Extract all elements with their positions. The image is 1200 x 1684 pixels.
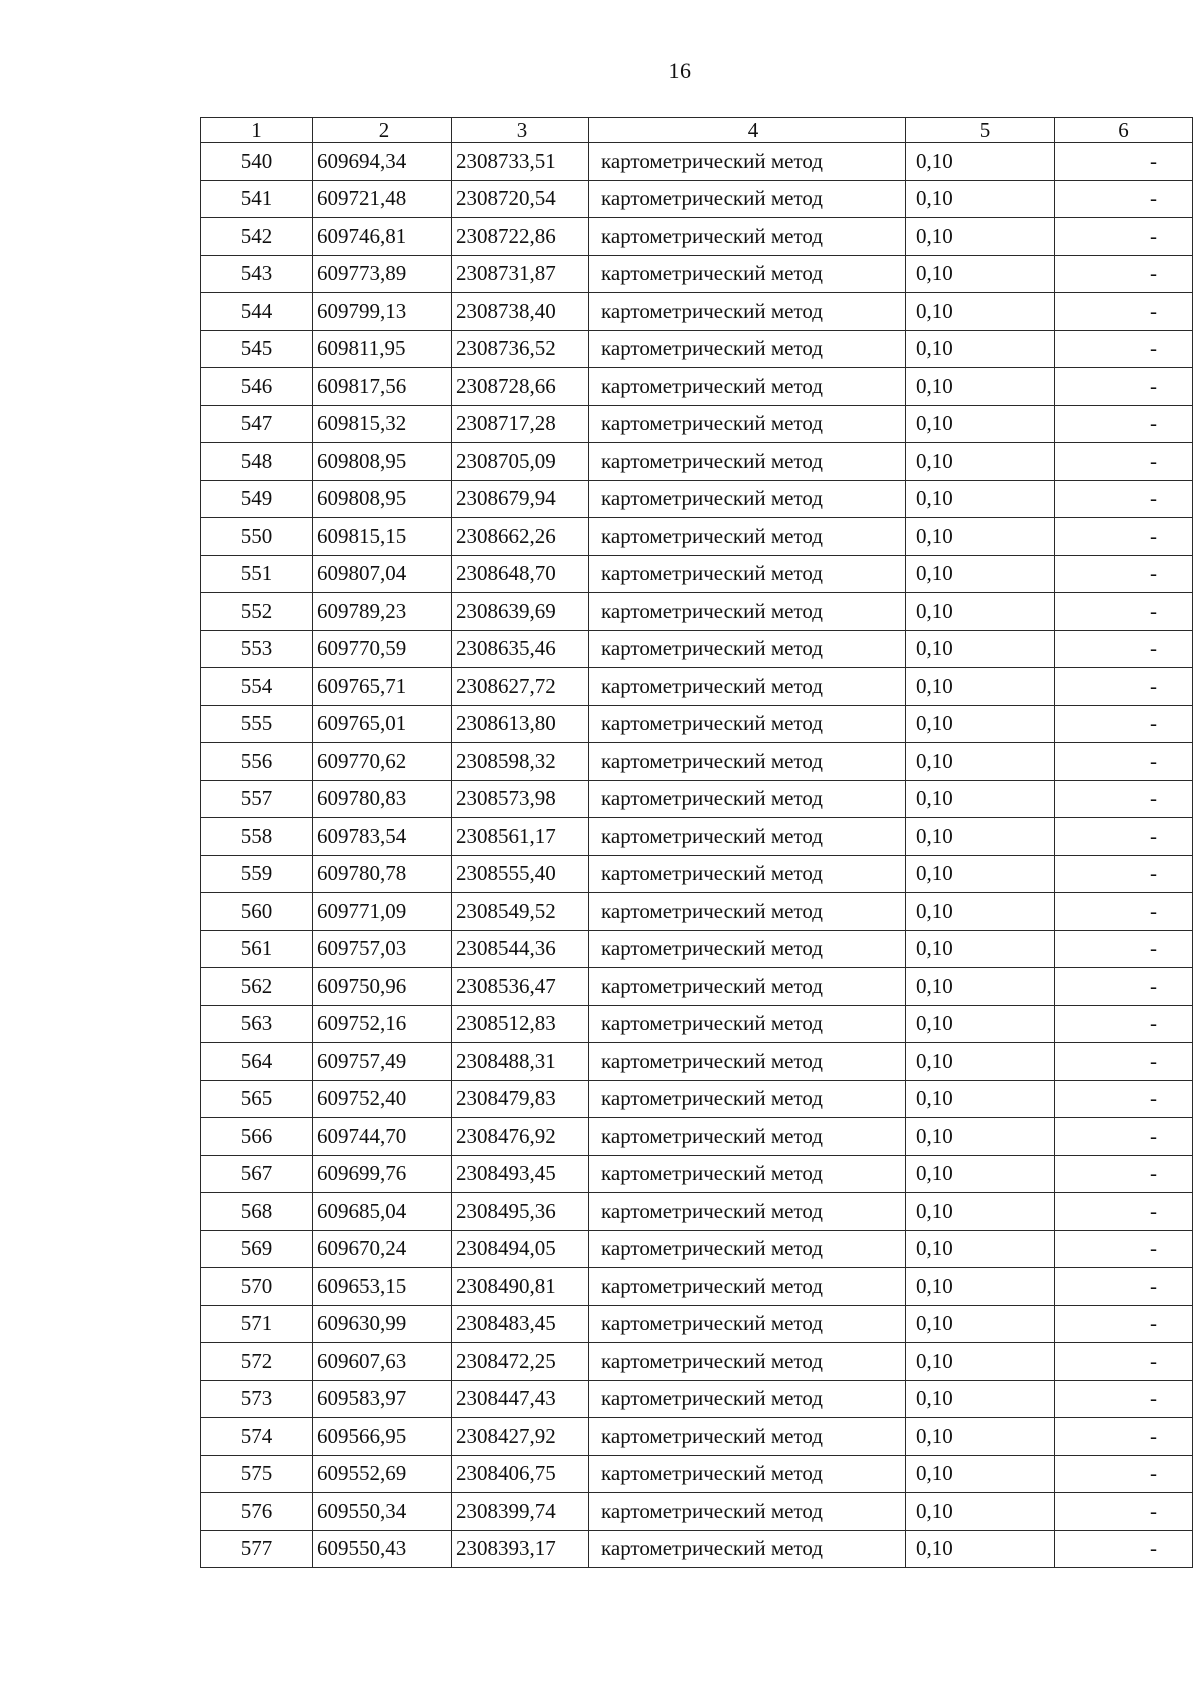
point-number-cell: 577 (201, 1530, 313, 1568)
accuracy-cell: 0,10 (906, 1193, 1055, 1231)
method-cell: картометрический метод (589, 1418, 906, 1456)
point-number-cell: 541 (201, 180, 313, 218)
table-row (201, 480, 1193, 518)
method-cell: картометрический метод (589, 1343, 906, 1381)
extra-cell: - (1055, 855, 1193, 893)
point-number-cell: 548 (201, 443, 313, 481)
table-row (201, 1418, 1193, 1456)
extra-cell: - (1055, 555, 1193, 593)
point-number-cell: 557 (201, 780, 313, 818)
accuracy-cell: 0,10 (906, 593, 1055, 631)
accuracy-cell: 0,10 (906, 555, 1055, 593)
method-cell: картометрический метод (589, 405, 906, 443)
method-cell: картометрический метод (589, 1230, 906, 1268)
x-coordinate-cell: 609808,95 (313, 480, 452, 518)
table-row (201, 218, 1193, 256)
method-cell: картометрический метод (589, 518, 906, 556)
extra-cell: - (1055, 968, 1193, 1006)
point-number-cell: 565 (201, 1080, 313, 1118)
table-row (201, 1268, 1193, 1306)
extra-cell: - (1055, 893, 1193, 931)
table-row (201, 518, 1193, 556)
extra-cell: - (1055, 1455, 1193, 1493)
point-number-cell: 553 (201, 630, 313, 668)
accuracy-cell: 0,10 (906, 968, 1055, 1006)
method-cell: картометрический метод (589, 1155, 906, 1193)
point-number-cell: 568 (201, 1193, 313, 1231)
accuracy-cell: 0,10 (906, 930, 1055, 968)
y-coordinate-cell: 2308555,40 (452, 855, 589, 893)
y-coordinate-cell: 2308393,17 (452, 1530, 589, 1568)
method-cell: картометрический метод (589, 668, 906, 706)
extra-cell: - (1055, 1380, 1193, 1418)
y-coordinate-cell: 2308627,72 (452, 668, 589, 706)
method-cell: картометрический метод (589, 818, 906, 856)
method-cell: картометрический метод (589, 1118, 906, 1156)
point-number-cell: 546 (201, 368, 313, 406)
page-number: 16 (668, 58, 692, 83)
table-row (201, 555, 1193, 593)
x-coordinate-cell: 609699,76 (313, 1155, 452, 1193)
table-row (201, 743, 1193, 781)
extra-cell: - (1055, 818, 1193, 856)
method-cell: картометрический метод (589, 368, 906, 406)
x-coordinate-cell: 609780,83 (313, 780, 452, 818)
accuracy-cell: 0,10 (906, 705, 1055, 743)
point-number-cell: 564 (201, 1043, 313, 1081)
point-number-cell: 575 (201, 1455, 313, 1493)
method-cell: картометрический метод (589, 855, 906, 893)
table-row (201, 368, 1193, 406)
method-cell: картометрический метод (589, 1080, 906, 1118)
method-cell: картометрический метод (589, 593, 906, 631)
y-coordinate-cell: 2308731,87 (452, 255, 589, 293)
table-row (201, 630, 1193, 668)
x-coordinate-cell: 609744,70 (313, 1118, 452, 1156)
extra-cell: - (1055, 405, 1193, 443)
extra-cell: - (1055, 1005, 1193, 1043)
point-number-cell: 540 (201, 143, 313, 181)
table-row (201, 1193, 1193, 1231)
extra-cell: - (1055, 1418, 1193, 1456)
x-coordinate-cell: 609811,95 (313, 330, 452, 368)
accuracy-cell: 0,10 (906, 1418, 1055, 1456)
point-number-cell: 576 (201, 1493, 313, 1531)
x-coordinate-cell: 609550,43 (313, 1530, 452, 1568)
method-cell: картометрический метод (589, 555, 906, 593)
method-cell: картометрический метод (589, 293, 906, 331)
coordinates-table (200, 117, 1193, 1568)
point-number-cell: 555 (201, 705, 313, 743)
method-cell: картометрический метод (589, 480, 906, 518)
method-cell: картометрический метод (589, 893, 906, 931)
x-coordinate-cell: 609770,59 (313, 630, 452, 668)
extra-cell: - (1055, 480, 1193, 518)
y-coordinate-cell: 2308544,36 (452, 930, 589, 968)
accuracy-cell: 0,10 (906, 1343, 1055, 1381)
method-cell: картометрический метод (589, 630, 906, 668)
point-number-cell: 570 (201, 1268, 313, 1306)
accuracy-cell: 0,10 (906, 1230, 1055, 1268)
extra-cell: - (1055, 368, 1193, 406)
column-header: 5 (906, 118, 1055, 143)
point-number-cell: 550 (201, 518, 313, 556)
accuracy-cell: 0,10 (906, 405, 1055, 443)
table-row (201, 1043, 1193, 1081)
y-coordinate-cell: 2308488,31 (452, 1043, 589, 1081)
column-header: 1 (201, 118, 313, 143)
table-row (201, 668, 1193, 706)
point-number-cell: 542 (201, 218, 313, 256)
point-number-cell: 566 (201, 1118, 313, 1156)
method-cell: картометрический метод (589, 743, 906, 781)
accuracy-cell: 0,10 (906, 743, 1055, 781)
extra-cell: - (1055, 1193, 1193, 1231)
x-coordinate-cell: 609566,95 (313, 1418, 452, 1456)
column-header: 4 (589, 118, 906, 143)
point-number-cell: 559 (201, 855, 313, 893)
y-coordinate-cell: 2308495,36 (452, 1193, 589, 1231)
point-number-cell: 573 (201, 1380, 313, 1418)
x-coordinate-cell: 609799,13 (313, 293, 452, 331)
x-coordinate-cell: 609583,97 (313, 1380, 452, 1418)
table-row (201, 780, 1193, 818)
table-row (201, 1380, 1193, 1418)
accuracy-cell: 0,10 (906, 893, 1055, 931)
x-coordinate-cell: 609670,24 (313, 1230, 452, 1268)
x-coordinate-cell: 609752,40 (313, 1080, 452, 1118)
y-coordinate-cell: 2308635,46 (452, 630, 589, 668)
extra-cell: - (1055, 1230, 1193, 1268)
table-row (201, 593, 1193, 631)
extra-cell: - (1055, 443, 1193, 481)
extra-cell: - (1055, 255, 1193, 293)
accuracy-cell: 0,10 (906, 218, 1055, 256)
point-number-cell: 560 (201, 893, 313, 931)
point-number-cell: 572 (201, 1343, 313, 1381)
y-coordinate-cell: 2308662,26 (452, 518, 589, 556)
x-coordinate-cell: 609757,03 (313, 930, 452, 968)
accuracy-cell: 0,10 (906, 443, 1055, 481)
x-coordinate-cell: 609771,09 (313, 893, 452, 931)
accuracy-cell: 0,10 (906, 368, 1055, 406)
y-coordinate-cell: 2308427,92 (452, 1418, 589, 1456)
extra-cell: - (1055, 743, 1193, 781)
table-body (201, 143, 1193, 1568)
table-row (201, 1005, 1193, 1043)
table-row (201, 143, 1193, 181)
table-row (201, 968, 1193, 1006)
extra-cell: - (1055, 705, 1193, 743)
table-row (201, 1530, 1193, 1568)
x-coordinate-cell: 609752,16 (313, 1005, 452, 1043)
x-coordinate-cell: 609757,49 (313, 1043, 452, 1081)
extra-cell: - (1055, 1530, 1193, 1568)
y-coordinate-cell: 2308549,52 (452, 893, 589, 931)
accuracy-cell: 0,10 (906, 1380, 1055, 1418)
y-coordinate-cell: 2308728,66 (452, 368, 589, 406)
extra-cell: - (1055, 930, 1193, 968)
extra-cell: - (1055, 1493, 1193, 1531)
method-cell: картометрический метод (589, 705, 906, 743)
table-row (201, 893, 1193, 931)
y-coordinate-cell: 2308717,28 (452, 405, 589, 443)
point-number-cell: 551 (201, 555, 313, 593)
method-cell: картометрический метод (589, 1455, 906, 1493)
accuracy-cell: 0,10 (906, 1493, 1055, 1531)
point-number-cell: 554 (201, 668, 313, 706)
x-coordinate-cell: 609721,48 (313, 180, 452, 218)
x-coordinate-cell: 609607,63 (313, 1343, 452, 1381)
extra-cell: - (1055, 630, 1193, 668)
method-cell: картометрический метод (589, 1268, 906, 1306)
point-number-cell: 544 (201, 293, 313, 331)
x-coordinate-cell: 609552,69 (313, 1455, 452, 1493)
y-coordinate-cell: 2308472,25 (452, 1343, 589, 1381)
method-cell: картометрический метод (589, 330, 906, 368)
point-number-cell: 574 (201, 1418, 313, 1456)
point-number-cell: 563 (201, 1005, 313, 1043)
method-cell: картометрический метод (589, 930, 906, 968)
y-coordinate-cell: 2308479,83 (452, 1080, 589, 1118)
extra-cell: - (1055, 218, 1193, 256)
y-coordinate-cell: 2308493,45 (452, 1155, 589, 1193)
point-number-cell: 545 (201, 330, 313, 368)
extra-cell: - (1055, 1043, 1193, 1081)
table-row (201, 1230, 1193, 1268)
accuracy-cell: 0,10 (906, 143, 1055, 181)
point-number-cell: 558 (201, 818, 313, 856)
accuracy-cell: 0,10 (906, 630, 1055, 668)
y-coordinate-cell: 2308648,70 (452, 555, 589, 593)
table-row (201, 1155, 1193, 1193)
y-coordinate-cell: 2308738,40 (452, 293, 589, 331)
table-row (201, 1455, 1193, 1493)
y-coordinate-cell: 2308536,47 (452, 968, 589, 1006)
y-coordinate-cell: 2308399,74 (452, 1493, 589, 1531)
x-coordinate-cell: 609770,62 (313, 743, 452, 781)
method-cell: картометрический метод (589, 143, 906, 181)
extra-cell: - (1055, 593, 1193, 631)
accuracy-cell: 0,10 (906, 1305, 1055, 1343)
column-header: 3 (452, 118, 589, 143)
extra-cell: - (1055, 1080, 1193, 1118)
method-cell: картометрический метод (589, 443, 906, 481)
method-cell: картометрический метод (589, 255, 906, 293)
x-coordinate-cell: 609815,15 (313, 518, 452, 556)
extra-cell: - (1055, 1118, 1193, 1156)
accuracy-cell: 0,10 (906, 1455, 1055, 1493)
y-coordinate-cell: 2308720,54 (452, 180, 589, 218)
table-header-row (201, 118, 1193, 143)
accuracy-cell: 0,10 (906, 668, 1055, 706)
accuracy-cell: 0,10 (906, 480, 1055, 518)
extra-cell: - (1055, 1155, 1193, 1193)
accuracy-cell: 0,10 (906, 255, 1055, 293)
point-number-cell: 543 (201, 255, 313, 293)
x-coordinate-cell: 609780,78 (313, 855, 452, 893)
y-coordinate-cell: 2308736,52 (452, 330, 589, 368)
table-row (201, 1343, 1193, 1381)
y-coordinate-cell: 2308639,69 (452, 593, 589, 631)
accuracy-cell: 0,10 (906, 1118, 1055, 1156)
x-coordinate-cell: 609685,04 (313, 1193, 452, 1231)
method-cell: картометрический метод (589, 218, 906, 256)
point-number-cell: 562 (201, 968, 313, 1006)
x-coordinate-cell: 609630,99 (313, 1305, 452, 1343)
accuracy-cell: 0,10 (906, 1530, 1055, 1568)
y-coordinate-cell: 2308476,92 (452, 1118, 589, 1156)
point-number-cell: 549 (201, 480, 313, 518)
x-coordinate-cell: 609765,01 (313, 705, 452, 743)
point-number-cell: 561 (201, 930, 313, 968)
y-coordinate-cell: 2308483,45 (452, 1305, 589, 1343)
table-row (201, 818, 1193, 856)
method-cell: картометрический метод (589, 1305, 906, 1343)
point-number-cell: 571 (201, 1305, 313, 1343)
method-cell: картометрический метод (589, 180, 906, 218)
extra-cell: - (1055, 180, 1193, 218)
y-coordinate-cell: 2308406,75 (452, 1455, 589, 1493)
method-cell: картометрический метод (589, 780, 906, 818)
extra-cell: - (1055, 143, 1193, 181)
accuracy-cell: 0,10 (906, 855, 1055, 893)
y-coordinate-cell: 2308613,80 (452, 705, 589, 743)
x-coordinate-cell: 609773,89 (313, 255, 452, 293)
accuracy-cell: 0,10 (906, 293, 1055, 331)
point-number-cell: 567 (201, 1155, 313, 1193)
method-cell: картометрический метод (589, 1493, 906, 1531)
extra-cell: - (1055, 293, 1193, 331)
y-coordinate-cell: 2308494,05 (452, 1230, 589, 1268)
column-header: 6 (1055, 118, 1193, 143)
accuracy-cell: 0,10 (906, 1155, 1055, 1193)
x-coordinate-cell: 609783,54 (313, 818, 452, 856)
y-coordinate-cell: 2308705,09 (452, 443, 589, 481)
x-coordinate-cell: 609815,32 (313, 405, 452, 443)
method-cell: картометрический метод (589, 1193, 906, 1231)
x-coordinate-cell: 609694,34 (313, 143, 452, 181)
point-number-cell: 569 (201, 1230, 313, 1268)
x-coordinate-cell: 609550,34 (313, 1493, 452, 1531)
method-cell: картометрический метод (589, 1380, 906, 1418)
accuracy-cell: 0,10 (906, 818, 1055, 856)
extra-cell: - (1055, 780, 1193, 818)
y-coordinate-cell: 2308733,51 (452, 143, 589, 181)
accuracy-cell: 0,10 (906, 1080, 1055, 1118)
extra-cell: - (1055, 1343, 1193, 1381)
method-cell: картометрический метод (589, 1530, 906, 1568)
accuracy-cell: 0,10 (906, 518, 1055, 556)
method-cell: картометрический метод (589, 1005, 906, 1043)
table-row (201, 1305, 1193, 1343)
point-number-cell: 552 (201, 593, 313, 631)
x-coordinate-cell: 609653,15 (313, 1268, 452, 1306)
extra-cell: - (1055, 1305, 1193, 1343)
method-cell: картометрический метод (589, 968, 906, 1006)
table-row (201, 930, 1193, 968)
point-number-cell: 547 (201, 405, 313, 443)
table-row (201, 255, 1193, 293)
accuracy-cell: 0,10 (906, 1043, 1055, 1081)
extra-cell: - (1055, 330, 1193, 368)
table-row (201, 405, 1193, 443)
extra-cell: - (1055, 518, 1193, 556)
column-header: 2 (313, 118, 452, 143)
accuracy-cell: 0,10 (906, 780, 1055, 818)
x-coordinate-cell: 609765,71 (313, 668, 452, 706)
point-number-cell: 556 (201, 743, 313, 781)
table-row (201, 293, 1193, 331)
x-coordinate-cell: 609817,56 (313, 368, 452, 406)
accuracy-cell: 0,10 (906, 1268, 1055, 1306)
accuracy-cell: 0,10 (906, 1005, 1055, 1043)
table-row (201, 1118, 1193, 1156)
accuracy-cell: 0,10 (906, 330, 1055, 368)
y-coordinate-cell: 2308598,32 (452, 743, 589, 781)
y-coordinate-cell: 2308447,43 (452, 1380, 589, 1418)
extra-cell: - (1055, 1268, 1193, 1306)
table-row (201, 443, 1193, 481)
y-coordinate-cell: 2308573,98 (452, 780, 589, 818)
x-coordinate-cell: 609807,04 (313, 555, 452, 593)
table-row (201, 1493, 1193, 1531)
y-coordinate-cell: 2308722,86 (452, 218, 589, 256)
table-row (201, 1080, 1193, 1118)
accuracy-cell: 0,10 (906, 180, 1055, 218)
table-row (201, 855, 1193, 893)
y-coordinate-cell: 2308679,94 (452, 480, 589, 518)
x-coordinate-cell: 609808,95 (313, 443, 452, 481)
y-coordinate-cell: 2308490,81 (452, 1268, 589, 1306)
extra-cell: - (1055, 668, 1193, 706)
y-coordinate-cell: 2308512,83 (452, 1005, 589, 1043)
table-row (201, 180, 1193, 218)
x-coordinate-cell: 609746,81 (313, 218, 452, 256)
table-row (201, 705, 1193, 743)
table-row (201, 330, 1193, 368)
y-coordinate-cell: 2308561,17 (452, 818, 589, 856)
x-coordinate-cell: 609750,96 (313, 968, 452, 1006)
method-cell: картометрический метод (589, 1043, 906, 1081)
x-coordinate-cell: 609789,23 (313, 593, 452, 631)
